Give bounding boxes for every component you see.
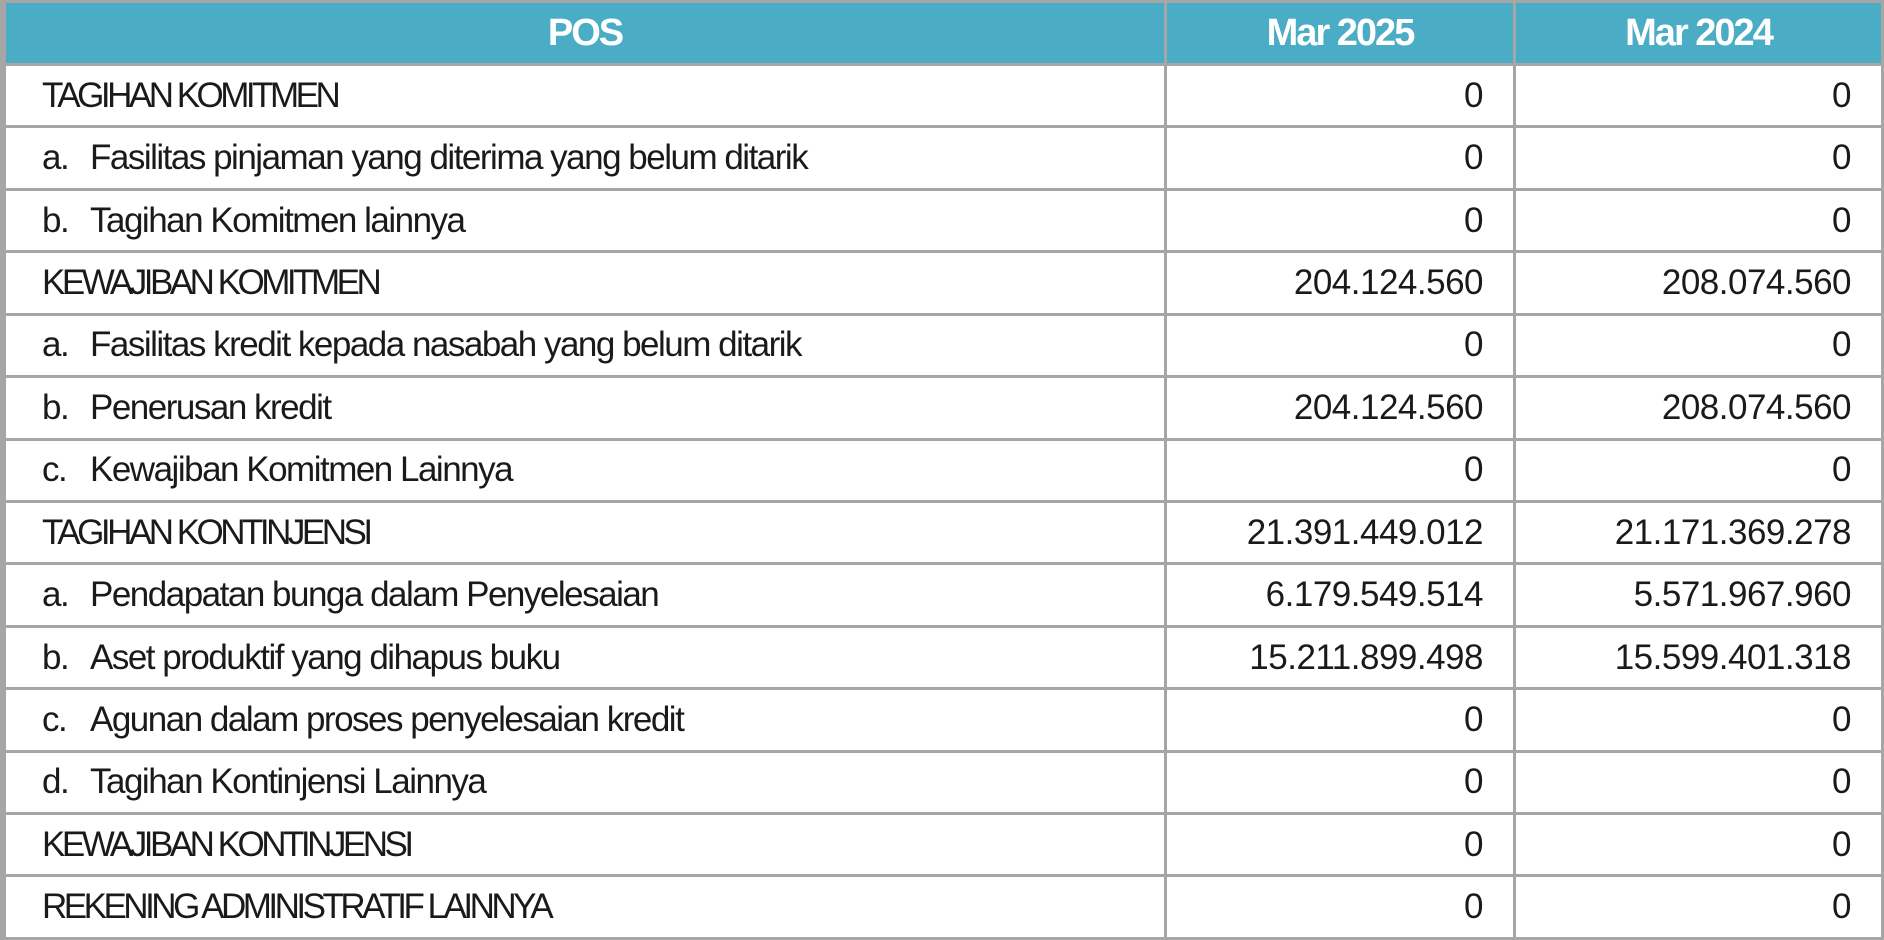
value-mar-2025: 0 bbox=[1166, 751, 1515, 813]
column-header-mar-2025: Mar 2025 bbox=[1166, 2, 1515, 65]
column-header-mar-2024: Mar 2024 bbox=[1515, 2, 1883, 65]
table-row bbox=[5, 252, 1883, 314]
column-header-pos: POS bbox=[5, 2, 1166, 65]
value-mar-2024: 21.171.369.278 bbox=[1515, 501, 1883, 563]
value-mar-2024: 0 bbox=[1515, 689, 1883, 751]
value-mar-2025: 204.124.560 bbox=[1166, 252, 1515, 314]
row-label: Fasilitas kredit kepada nasabah yang belum ditarik bbox=[90, 325, 801, 365]
value-mar-2024: 0 bbox=[1515, 65, 1883, 127]
value-mar-2025: 0 bbox=[1166, 439, 1515, 501]
row-marker: b. bbox=[42, 200, 69, 240]
row-label-cell bbox=[5, 189, 1166, 251]
row-label: Kewajiban Komitmen Lainnya bbox=[90, 450, 513, 490]
table-row bbox=[5, 876, 1883, 939]
row-label: Tagihan Kontinjensi Lainnya bbox=[90, 762, 486, 802]
value-mar-2024: 0 bbox=[1515, 189, 1883, 251]
row-marker: b. bbox=[42, 637, 69, 677]
value-mar-2025: 21.391.449.012 bbox=[1166, 501, 1515, 563]
row-label-cell bbox=[5, 626, 1166, 688]
row-label: Tagihan Komitmen lainnya bbox=[90, 200, 465, 240]
row-label-cell bbox=[5, 127, 1166, 189]
value-mar-2024: 15.599.401.318 bbox=[1515, 626, 1883, 688]
value-mar-2024: 0 bbox=[1515, 876, 1883, 939]
row-label: Agunan dalam proses penyelesaian kredit bbox=[90, 699, 684, 739]
value-mar-2025: 15.211.899.498 bbox=[1166, 626, 1515, 688]
row-label-cell bbox=[5, 314, 1166, 376]
value-mar-2024: 0 bbox=[1515, 814, 1883, 876]
row-label-cell bbox=[5, 689, 1166, 751]
row-label: KEWAJIBAN KONTINJENSI bbox=[42, 824, 411, 864]
row-label: TAGIHAN KOMITMEN bbox=[42, 75, 338, 115]
table-row bbox=[5, 127, 1883, 189]
table-row bbox=[5, 501, 1883, 563]
table-row bbox=[5, 439, 1883, 501]
row-label-cell bbox=[5, 876, 1166, 939]
row-label: Pendapatan bunga dalam Penyelesaian bbox=[90, 575, 659, 615]
row-label-cell bbox=[5, 814, 1166, 876]
table-body bbox=[5, 65, 1883, 939]
row-label: Aset produktif yang dihapus buku bbox=[90, 637, 560, 677]
value-mar-2024: 0 bbox=[1515, 751, 1883, 813]
commitment-contingency-table bbox=[3, 0, 1884, 940]
row-marker: a. bbox=[42, 325, 69, 365]
row-label-cell bbox=[5, 439, 1166, 501]
table-row bbox=[5, 377, 1883, 439]
value-mar-2024: 208.074.560 bbox=[1515, 377, 1883, 439]
value-mar-2024: 0 bbox=[1515, 314, 1883, 376]
value-mar-2025: 0 bbox=[1166, 314, 1515, 376]
table-header-row bbox=[5, 2, 1883, 65]
row-marker: a. bbox=[42, 138, 69, 178]
row-marker: c. bbox=[42, 450, 67, 490]
value-mar-2025: 204.124.560 bbox=[1166, 377, 1515, 439]
value-mar-2025: 0 bbox=[1166, 814, 1515, 876]
table-row bbox=[5, 189, 1883, 251]
value-mar-2024: 0 bbox=[1515, 439, 1883, 501]
row-label: REKENING ADMINISTRATIF LAINNYA bbox=[42, 887, 551, 927]
table-row bbox=[5, 564, 1883, 626]
table-row bbox=[5, 689, 1883, 751]
table-row bbox=[5, 626, 1883, 688]
table-row bbox=[5, 314, 1883, 376]
row-label-cell bbox=[5, 377, 1166, 439]
row-label: TAGIHAN KONTINJENSI bbox=[42, 512, 370, 552]
row-marker: a. bbox=[42, 575, 69, 615]
value-mar-2025: 0 bbox=[1166, 65, 1515, 127]
table-row bbox=[5, 65, 1883, 127]
value-mar-2025: 0 bbox=[1166, 689, 1515, 751]
table-row bbox=[5, 751, 1883, 813]
value-mar-2024: 5.571.967.960 bbox=[1515, 564, 1883, 626]
row-marker: c. bbox=[42, 699, 67, 739]
row-label: Penerusan kredit bbox=[90, 387, 331, 427]
table-row bbox=[5, 814, 1883, 876]
row-label-cell bbox=[5, 65, 1166, 127]
value-mar-2024: 208.074.560 bbox=[1515, 252, 1883, 314]
row-label: Fasilitas pinjaman yang diterima yang belum ditarik bbox=[90, 138, 808, 178]
row-label: KEWAJIBAN KOMITMEN bbox=[42, 262, 379, 302]
value-mar-2025: 0 bbox=[1166, 127, 1515, 189]
value-mar-2025: 0 bbox=[1166, 189, 1515, 251]
value-mar-2025: 6.179.549.514 bbox=[1166, 564, 1515, 626]
row-label-cell bbox=[5, 564, 1166, 626]
value-mar-2024: 0 bbox=[1515, 127, 1883, 189]
row-marker: b. bbox=[42, 387, 69, 427]
row-label-cell bbox=[5, 751, 1166, 813]
row-marker: d. bbox=[42, 762, 69, 802]
value-mar-2025: 0 bbox=[1166, 876, 1515, 939]
row-label-cell bbox=[5, 252, 1166, 314]
row-label-cell bbox=[5, 501, 1166, 563]
